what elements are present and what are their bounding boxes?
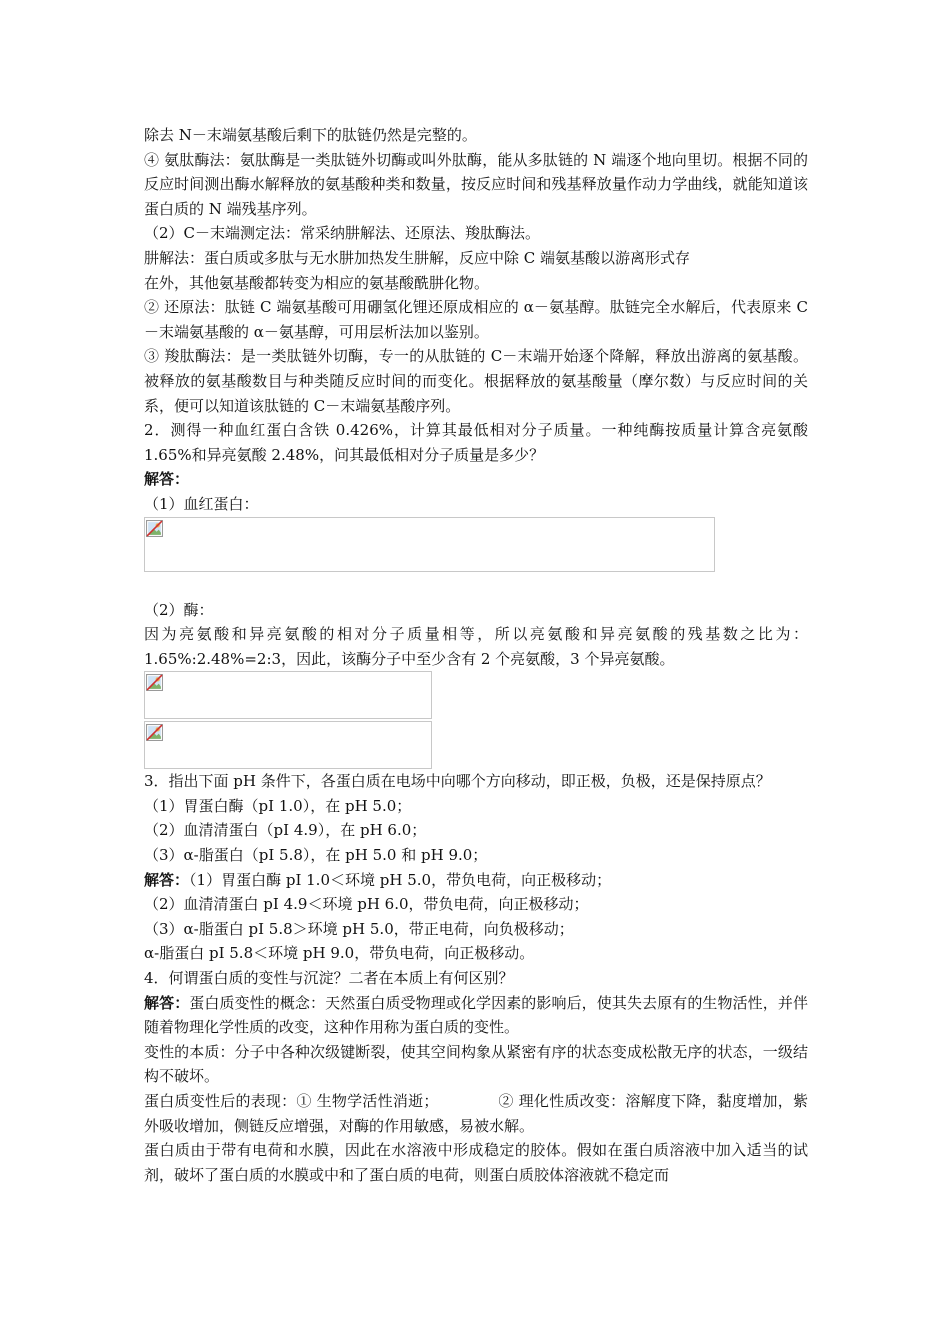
- question-4: 4．何谓蛋白质的变性与沉淀？二者在本质上有何区别？: [144, 969, 514, 988]
- answer-3-line-2: （2）血清清蛋白 pI 4.9＜环境 pH 6.0，带负电荷，向正极移动；: [144, 895, 589, 914]
- text-paragraph: ② 还原法：肽链 C 端氨基酸可用硼氢化锂还原成相应的 α－氨基醇。肽链完全水解后，代表原来 C－末端氨基酸的 α－氨基醇，可用层析法加以鉴别。: [144, 298, 808, 341]
- answer-2-part-1: （1）血红蛋白：: [144, 494, 259, 513]
- document-body: [144, 123, 813, 1187]
- image-placeholder: [144, 671, 432, 719]
- text-line: 除去 N－末端氨基酸后剩下的肽链仍然是完整的。: [144, 126, 477, 144]
- answer-4-manifestation: 蛋白质变性后的表现：① 生物学活性消逝； ② 理化性质改变：溶解度下降，黏度增加，紫外吸收增加，侧链反应增强，对酶的作用敏感，易被水解。: [144, 1092, 808, 1135]
- answer-3-line-1: [144, 868, 808, 893]
- answer-4-line-1: [144, 991, 808, 1040]
- answer-label: 解答: [144, 470, 175, 489]
- text-line: 肼解法：蛋白质或多肽与无水肼加热发生肼解，反应中除 C 端氨基酸以游离形式存: [144, 248, 691, 267]
- answer-heading: [144, 467, 808, 492]
- image-placeholder: [144, 517, 715, 572]
- image-placeholder: [144, 721, 432, 769]
- text-line: 在外，其他氨基酸都转变为相应的氨基酸酰肼化物。: [144, 273, 490, 292]
- answer-4-essence: 变性的本质：分子中各种次级键断裂，使其空间构象从紧密有序的状态变成松散无序的状态，一级结构不破坏。: [144, 1042, 808, 1086]
- answer-4-precipitation: 蛋白质由于带有电荷和水膜，因此在水溶液中形成稳定的胶体。假如在蛋白质溶液中加入适当的试剂，破坏了蛋白质的水膜或中和了蛋白质的电荷，则蛋白质胶体溶液就不稳定而: [144, 1141, 808, 1184]
- answer-text: （1）胃蛋白酶 pI 1.0＜环境 pH 5.0，带负电荷，向正极移动；: [189, 870, 612, 889]
- broken-image-icon: [146, 724, 163, 741]
- question-2: 2．测得一种血红蛋白含铁 0.426%，计算其最低相对分子质量。一种纯酶按质量计算含亮氨酸 1.65%和异亮氨酸 2.48%，问其最低相对分子质量是多少？: [144, 421, 813, 464]
- answer-colon: ：: [174, 993, 190, 1012]
- answer-label: 解答: [144, 870, 175, 889]
- question-3: 3．指出下面 pH 条件下，各蛋白质在电场中向哪个方向移动，即正极，负极，还是保持原点？: [144, 772, 771, 791]
- answer-3-line-4: α-脂蛋白 pI 5.8＜环境 pH 9.0，带负电荷，向正极移动。: [144, 944, 535, 963]
- text-line: （2）C－末端测定法：常采纳肼解法、还原法、羧肽酶法。: [144, 224, 541, 243]
- answer-2-part-2: （2）酶：: [144, 600, 214, 619]
- question-3-item-3: （3）α-脂蛋白（pI 5.8），在 pH 5.0 和 pH 9.0；: [144, 846, 488, 865]
- answer-2-explanation: 因为亮氨酸和异亮氨酸的相对分子质量相等，所以亮氨酸和异亮氨酸的残基数之比为：1.65%:2.48%=2:3，因此，该酶分子中至少含有 2 个亮氨酸，3 个异亮氨酸。: [144, 625, 808, 668]
- question-3-item-1: （1）胃蛋白酶（pI 1.0），在 pH 5.0；: [144, 796, 412, 815]
- answer-text: 蛋白质变性的概念：天然蛋白质受物理或化学因素的影响后，使其失去原有的生物活性，并伴随着物理化学性质的改变，这种作用称为蛋白质的变性。: [144, 993, 808, 1037]
- text-paragraph: ③ 羧肽酶法：是一类肽链外切酶，专一的从肽链的 C－末端开始逐个降解，释放出游离的氨基酸。被释放的氨基酸数目与种类随反应时间的而变化。根据释放的氨基酸量（摩尔数）与反应时间的关系，便可以知道该肽链的 C－末端氨基酸序列。: [144, 347, 808, 415]
- broken-image-icon: [146, 674, 163, 691]
- broken-image-icon: [146, 520, 163, 537]
- answer-colon: ：: [174, 470, 190, 489]
- answer-colon: ：: [174, 870, 190, 889]
- question-3-item-2: （2）血清清蛋白（pI 4.9），在 pH 6.0；: [144, 821, 427, 840]
- text-paragraph: ④ 氨肽酶法：氨肽酶是一类肽链外切酶或叫外肽酶，能从多肽链的 N 端逐个地向里切。根据不同的反应时间测出酶水解释放的氨基酸种类和数量，按反应时间和残基释放量作动力学曲线，就能知道该蛋白质的 N 端残基序列。: [144, 150, 808, 218]
- answer-label: 解答: [144, 993, 175, 1012]
- answer-3-line-3: （3）α-脂蛋白 pI 5.8＞环境 pH 5.0，带正电荷，向负极移动；: [144, 919, 574, 938]
